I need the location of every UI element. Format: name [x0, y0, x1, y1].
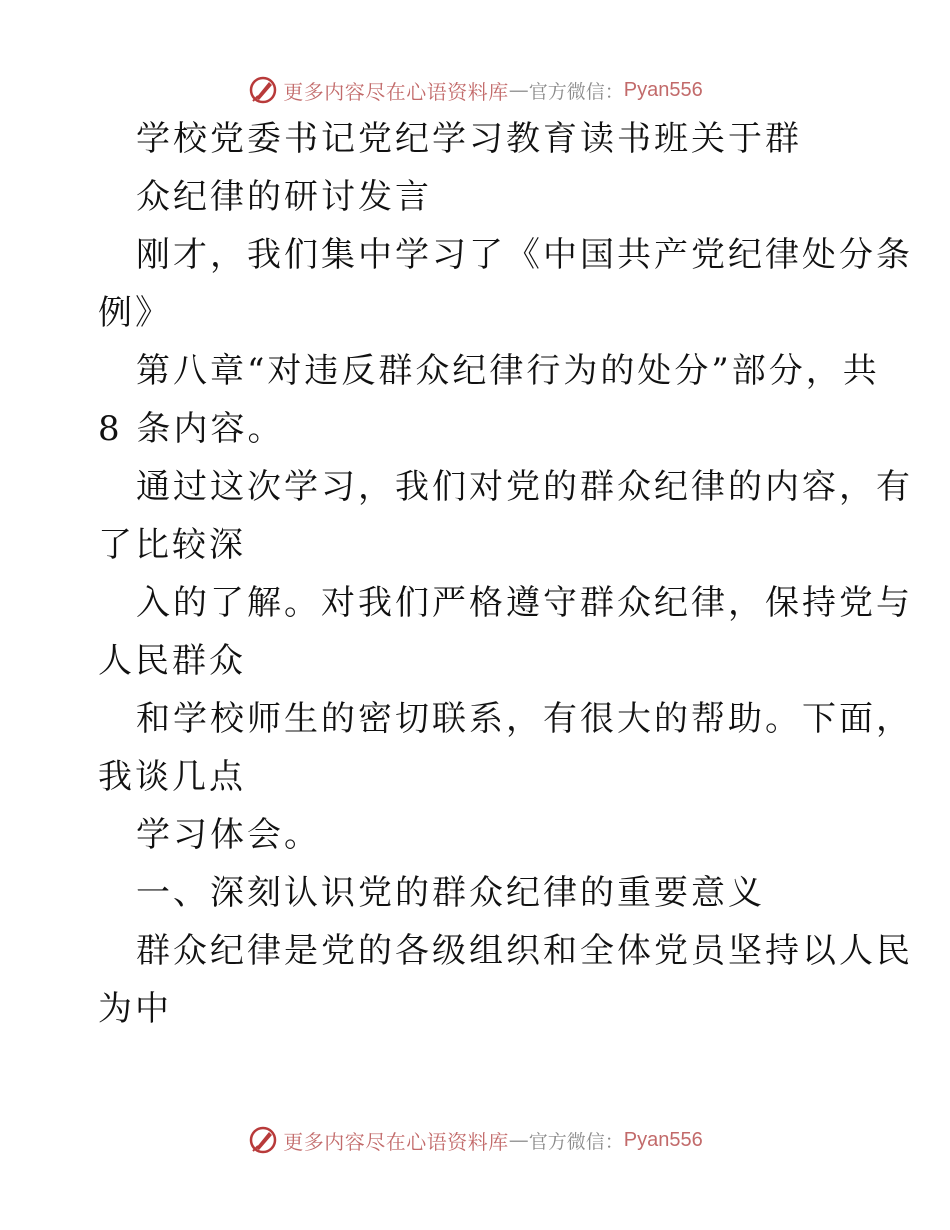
watermark-official-label: 官方微信：: [528, 80, 624, 103]
paragraph-line: 我谈几点: [98, 757, 246, 797]
paragraph-line: 为中: [98, 989, 172, 1029]
watermark-separator: —: [508, 1128, 529, 1152]
paragraph-line: 第八章“对违反群众纪律行为的处分”部分，共: [136, 351, 880, 391]
header-watermark: [0, 70, 950, 110]
paragraph-line: 8 条内容。: [98, 409, 285, 449]
watermark-wechat-id: Pyan556: [623, 1128, 703, 1151]
watermark-site-text: 更多内容尽在心语资料库: [283, 79, 509, 104]
watermark-site-text: 更多内容尽在心语资料库: [283, 1129, 509, 1154]
paragraph-line: 通过这次学习，我们对党的群众纪律的内容，有: [136, 467, 913, 507]
quill-pen-logo-icon: [247, 1124, 279, 1156]
quill-pen-logo-icon: [247, 74, 279, 106]
paragraph-line: 例》: [98, 293, 172, 333]
section-heading: 一、深刻认识党的群众纪律的重要意义: [136, 873, 765, 913]
paragraph-line: 了比较深: [98, 525, 246, 565]
paragraph-line: 学习体会。: [136, 815, 321, 855]
document-title-line-2: 众纪律的研讨发言: [136, 177, 432, 217]
watermark-official-label: 官方微信：: [528, 1130, 624, 1153]
paragraph-line: 群众纪律是党的各级组织和全体党员坚持以人民: [136, 931, 913, 971]
watermark-wechat-id: Pyan556: [623, 78, 703, 101]
document-body: [98, 119, 913, 1050]
footer-watermark: [0, 1120, 950, 1160]
paragraph-line: 入的了解。对我们严格遵守群众纪律，保持党与: [136, 583, 913, 623]
paragraph-line: 和学校师生的密切联系，有很大的帮助。下面，: [136, 699, 913, 739]
paragraph-line: 人民群众: [98, 641, 246, 681]
watermark-separator: —: [508, 78, 529, 102]
document-title-line-1: 学校党委书记党纪学习教育读书班关于群: [136, 119, 802, 159]
paragraph-line: 刚才，我们集中学习了《中国共产党纪律处分条: [136, 235, 913, 275]
